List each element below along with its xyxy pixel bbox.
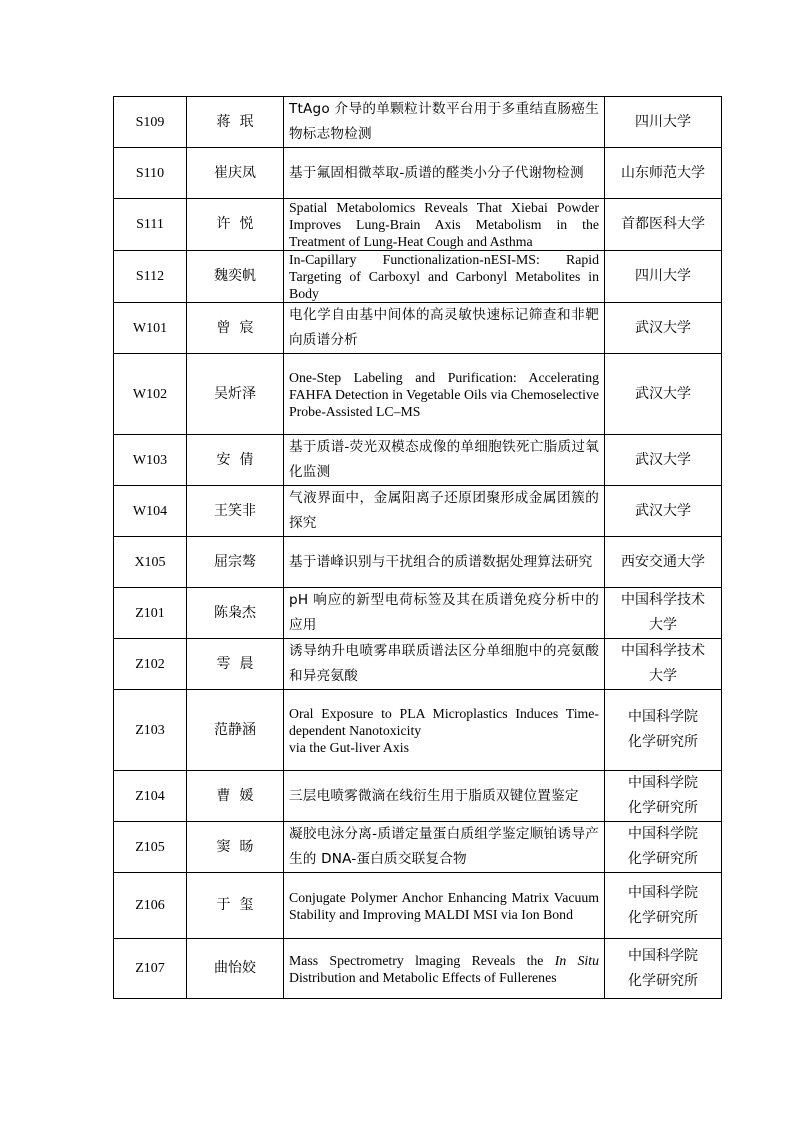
table-row <box>114 537 722 588</box>
row-name: 王笑非 <box>187 486 284 537</box>
row-name: 窦 旸 <box>187 822 284 873</box>
row-title: 电化学自由基中间体的高灵敏快速标记筛查和非靶向质谱分析 <box>284 303 605 354</box>
table-row <box>114 771 722 822</box>
row-affiliation: 山东师范大学 <box>605 148 722 199</box>
affiliation-line: 化学研究所 <box>628 851 698 867</box>
row-code: W101 <box>114 303 187 354</box>
row-title <box>284 939 605 999</box>
row-code: Z104 <box>114 771 187 822</box>
row-name: 许 悦 <box>187 199 284 251</box>
row-affiliation <box>605 822 722 873</box>
affiliation-line: 中国科学院 <box>628 709 698 725</box>
row-title: 气液界面中，金属阳离子还原团聚形成金属团簇的探究 <box>284 486 605 537</box>
row-title: 基于质谱-荧光双模态成像的单细胞铁死亡脂质过氧化监测 <box>284 435 605 486</box>
affiliation-line: 中国科学院 <box>628 884 698 901</box>
affiliation-line: 大学 <box>649 617 677 633</box>
row-name: 吴炘泽 <box>187 354 284 435</box>
row-name: 于 玺 <box>187 873 284 939</box>
row-affiliation: 四川大学 <box>605 97 722 148</box>
row-title: Conjugate Polymer Anchor Enhancing Matrix Vacuum Stability and Improving MALDI MSI via Ion Bond <box>284 873 605 939</box>
row-code: W103 <box>114 435 187 486</box>
table-row <box>114 690 722 771</box>
affiliation-line: 中国科学技术 <box>621 592 705 608</box>
row-code: W104 <box>114 486 187 537</box>
affiliation-line: 化学研究所 <box>628 972 698 989</box>
title-line: Oral Exposure to PLA Microplastics Induces Time-dependent Nanotoxicity <box>289 705 599 738</box>
table-row <box>114 588 722 639</box>
row-code: Z102 <box>114 639 187 690</box>
affiliation-line: 中国科学院 <box>628 826 698 842</box>
row-affiliation: 武汉大学 <box>605 486 722 537</box>
row-code: Z103 <box>114 690 187 771</box>
table-row <box>114 486 722 537</box>
title-line: via the Gut-liver Axis <box>289 739 409 755</box>
row-affiliation <box>605 939 722 999</box>
affiliation-line: 化学研究所 <box>628 909 698 926</box>
title-italic-text: In Situ <box>554 952 599 968</box>
affiliation-line: 中国科学院 <box>628 947 698 964</box>
affiliation-line: 化学研究所 <box>628 734 698 750</box>
row-title: Spatial Metabolomics Reveals That Xiebai Powder Improves Lung-Brain Axis Metabolism in the Treatment of Lung-Heat Cough and Asthma <box>284 199 605 251</box>
row-affiliation: 首都医科大学 <box>605 199 722 251</box>
row-title: 凝胶电泳分离-质谱定量蛋白质组学鉴定顺铂诱导产生的 DNA-蛋白质交联复合物 <box>284 822 605 873</box>
row-code: Z101 <box>114 588 187 639</box>
row-code: Z106 <box>114 873 187 939</box>
row-name: 范静涵 <box>187 690 284 771</box>
row-code: Z105 <box>114 822 187 873</box>
affiliation-line: 中国科学技术 <box>621 643 705 659</box>
row-code: S110 <box>114 148 187 199</box>
row-affiliation: 武汉大学 <box>605 354 722 435</box>
row-affiliation <box>605 771 722 822</box>
row-affiliation: 武汉大学 <box>605 435 722 486</box>
row-title: 三层电喷雾微滴在线衍生用于脂质双键位置鉴定 <box>284 771 605 822</box>
program-table <box>113 96 722 999</box>
row-name: 雩 晨 <box>187 639 284 690</box>
row-code: W102 <box>114 354 187 435</box>
table-row <box>114 639 722 690</box>
row-name: 屈宗骜 <box>187 537 284 588</box>
affiliation-line: 大学 <box>649 668 677 684</box>
table-row <box>114 303 722 354</box>
row-name: 安 倩 <box>187 435 284 486</box>
row-affiliation: 武汉大学 <box>605 303 722 354</box>
table-row <box>114 873 722 939</box>
table-row <box>114 435 722 486</box>
row-code: S112 <box>114 251 187 303</box>
row-code: S109 <box>114 97 187 148</box>
table-row <box>114 148 722 199</box>
row-title: 基于氟固相微萃取-质谱的醛类小分子代谢物检测 <box>284 148 605 199</box>
row-affiliation <box>605 639 722 690</box>
row-name: 曲怡姣 <box>187 939 284 999</box>
row-title: In-Capillary Functionalization-nESI-MS: Rapid Targeting of Carboxyl and Carbonyl Metabolites in Body <box>284 251 605 303</box>
row-name: 魏奕帆 <box>187 251 284 303</box>
row-title: pH 响应的新型电荷标签及其在质谱免疫分析中的应用 <box>284 588 605 639</box>
row-name: 曹 媛 <box>187 771 284 822</box>
affiliation-line: 化学研究所 <box>628 800 698 816</box>
row-code: Z107 <box>114 939 187 999</box>
title-text: Distribution and Metabolic Effects of Fullerenes <box>289 969 557 985</box>
row-title: 诱导纳升电喷雾串联质谱法区分单细胞中的亮氨酸和异亮氨酸 <box>284 639 605 690</box>
title-text: Mass Spectrometry lmaging Reveals the <box>289 952 555 968</box>
row-affiliation <box>605 588 722 639</box>
row-name: 曾 宸 <box>187 303 284 354</box>
table-row <box>114 822 722 873</box>
row-name: 蒋 珉 <box>187 97 284 148</box>
row-affiliation <box>605 690 722 771</box>
row-affiliation: 西安交通大学 <box>605 537 722 588</box>
table-row <box>114 354 722 435</box>
affiliation-line: 中国科学院 <box>628 775 698 791</box>
table-row <box>114 251 722 303</box>
row-title: 基于谱峰识别与干扰组合的质谱数据处理算法研究 <box>284 537 605 588</box>
table-row <box>114 199 722 251</box>
table-row <box>114 97 722 148</box>
row-affiliation <box>605 873 722 939</box>
row-code: S111 <box>114 199 187 251</box>
row-title: One-Step Labeling and Purification: Accelerating FAHFA Detection in Vegetable Oils via Chemoselective Probe-Assisted LC–MS <box>284 354 605 435</box>
row-name: 崔庆凤 <box>187 148 284 199</box>
row-code: X105 <box>114 537 187 588</box>
row-title: TtAgo 介导的单颗粒计数平台用于多重结直肠癌生物标志物检测 <box>284 97 605 148</box>
row-name: 陈枭杰 <box>187 588 284 639</box>
row-affiliation: 四川大学 <box>605 251 722 303</box>
row-title <box>284 690 605 771</box>
table-row <box>114 939 722 999</box>
